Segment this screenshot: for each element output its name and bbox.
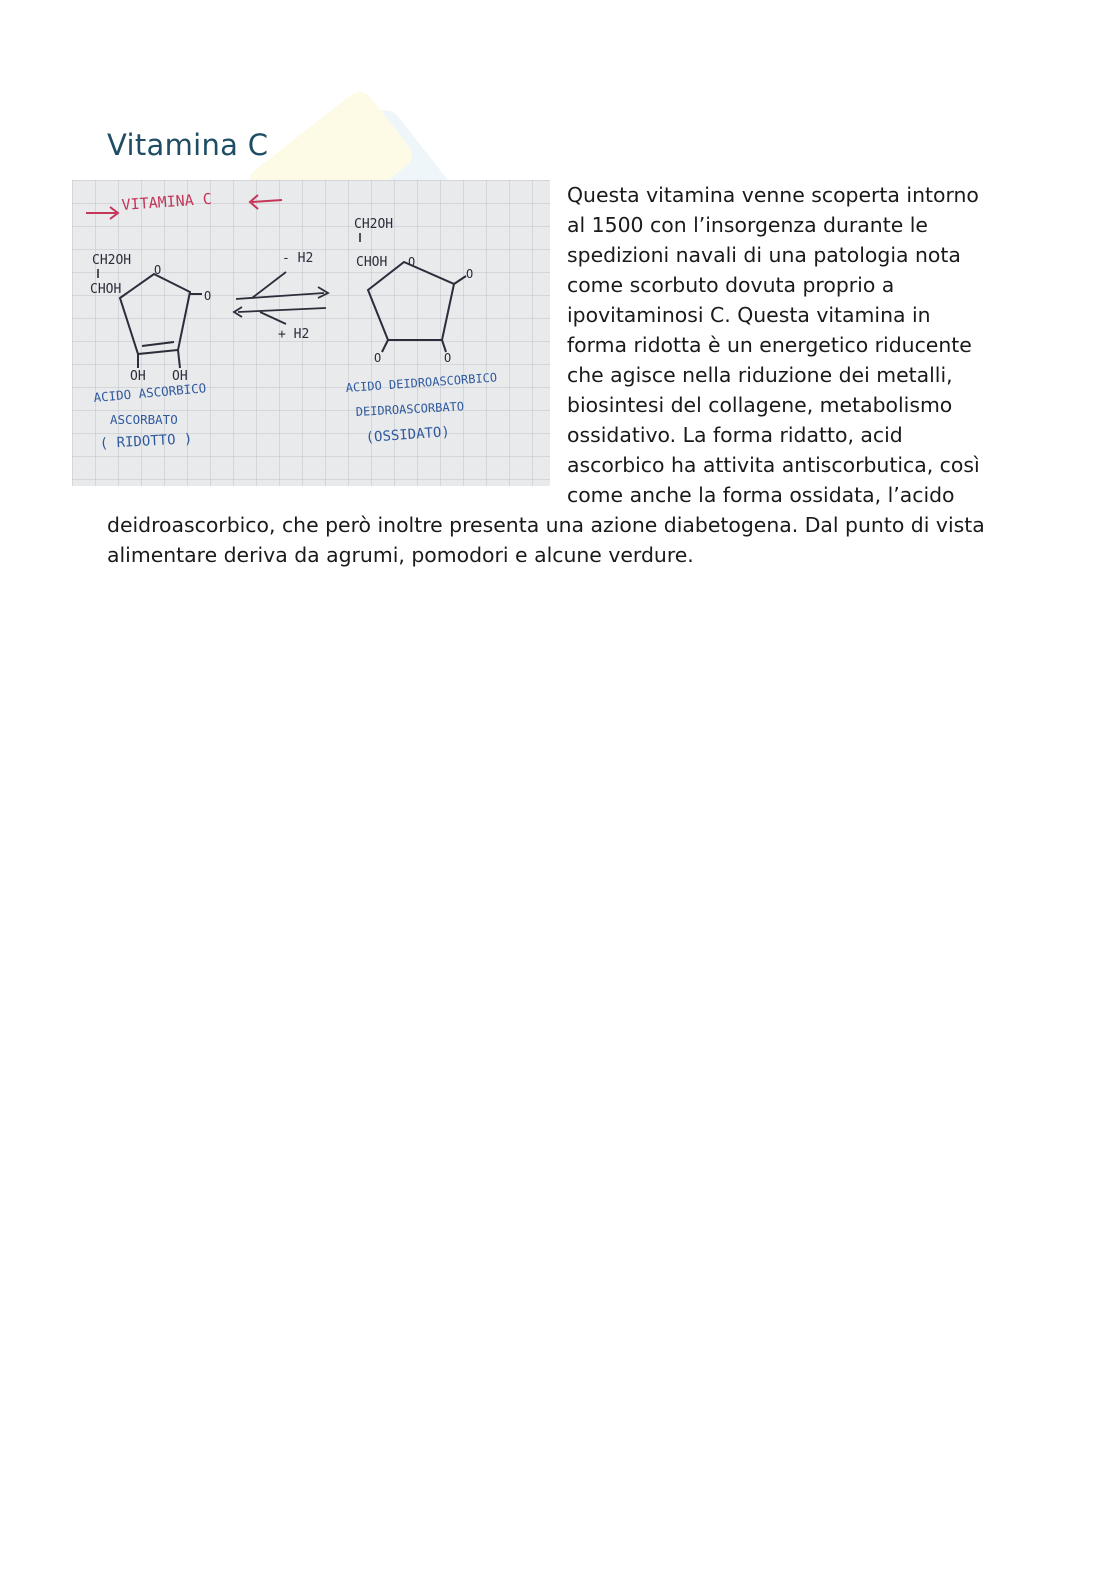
left-group-ch2oh: CH2OH <box>92 253 132 268</box>
right-group-choh: CHOH <box>356 255 388 270</box>
right-group-ch2oh: CH2OH <box>354 217 394 232</box>
body-paragraph: Questa vitamina venne scoperta intorno al 1500 con l’insorgenza durante le spedizioni navali di una patologia nota come scorbuto dovuta proprio a ipovitaminosi C. Questa vitamina in forma ridotta è un energetico riducente che agisce nella riduzione dei metalli, biosintesi del collagene, metabolismo ossidativo. La forma ridatto, acid ascorbico ha attivita antiscorbutica, così come anche la forma ossidata, l’acido deidroascorbico, che però inoltre presenta una azione diabetogena. Dal punto di vista alimentare deriva da agrumi, pomodori e alcune verdure. <box>107 183 985 567</box>
left-label-salt: ASCORBATO <box>110 412 178 427</box>
left-ring-oxygen: O <box>154 263 162 277</box>
right-carbonyl-oxygen: O <box>466 267 474 281</box>
left-group-choh: CHOH <box>90 282 122 297</box>
arrow-label-minus-h2: - H2 <box>282 251 314 266</box>
arrow-label-plus-h2: + H2 <box>278 327 310 342</box>
left-label-name: ACIDO ASCORBICO <box>92 380 207 405</box>
page-title: Vitamina C <box>107 128 269 162</box>
right-label-salt: DEIDROASCORBATO <box>355 399 465 419</box>
left-oh-2: OH <box>172 369 188 384</box>
left-label-state: ( RIDOTTO ) <box>99 431 193 452</box>
body-paragraph-container <box>107 180 997 570</box>
left-carbonyl-oxygen: O <box>204 289 212 303</box>
right-label-name: ACIDO DEIDROASCORBICO <box>345 370 498 395</box>
figure-title: VITAMINA C <box>121 189 213 214</box>
figure-float-spacer <box>107 180 567 510</box>
right-keto-oxygen-2: O <box>444 351 452 365</box>
left-oh-1: OH <box>130 369 146 384</box>
right-keto-oxygen-1: O <box>374 351 382 365</box>
right-ring-oxygen: O <box>408 255 416 269</box>
right-label-state: (OSSIDATO) <box>365 424 451 446</box>
